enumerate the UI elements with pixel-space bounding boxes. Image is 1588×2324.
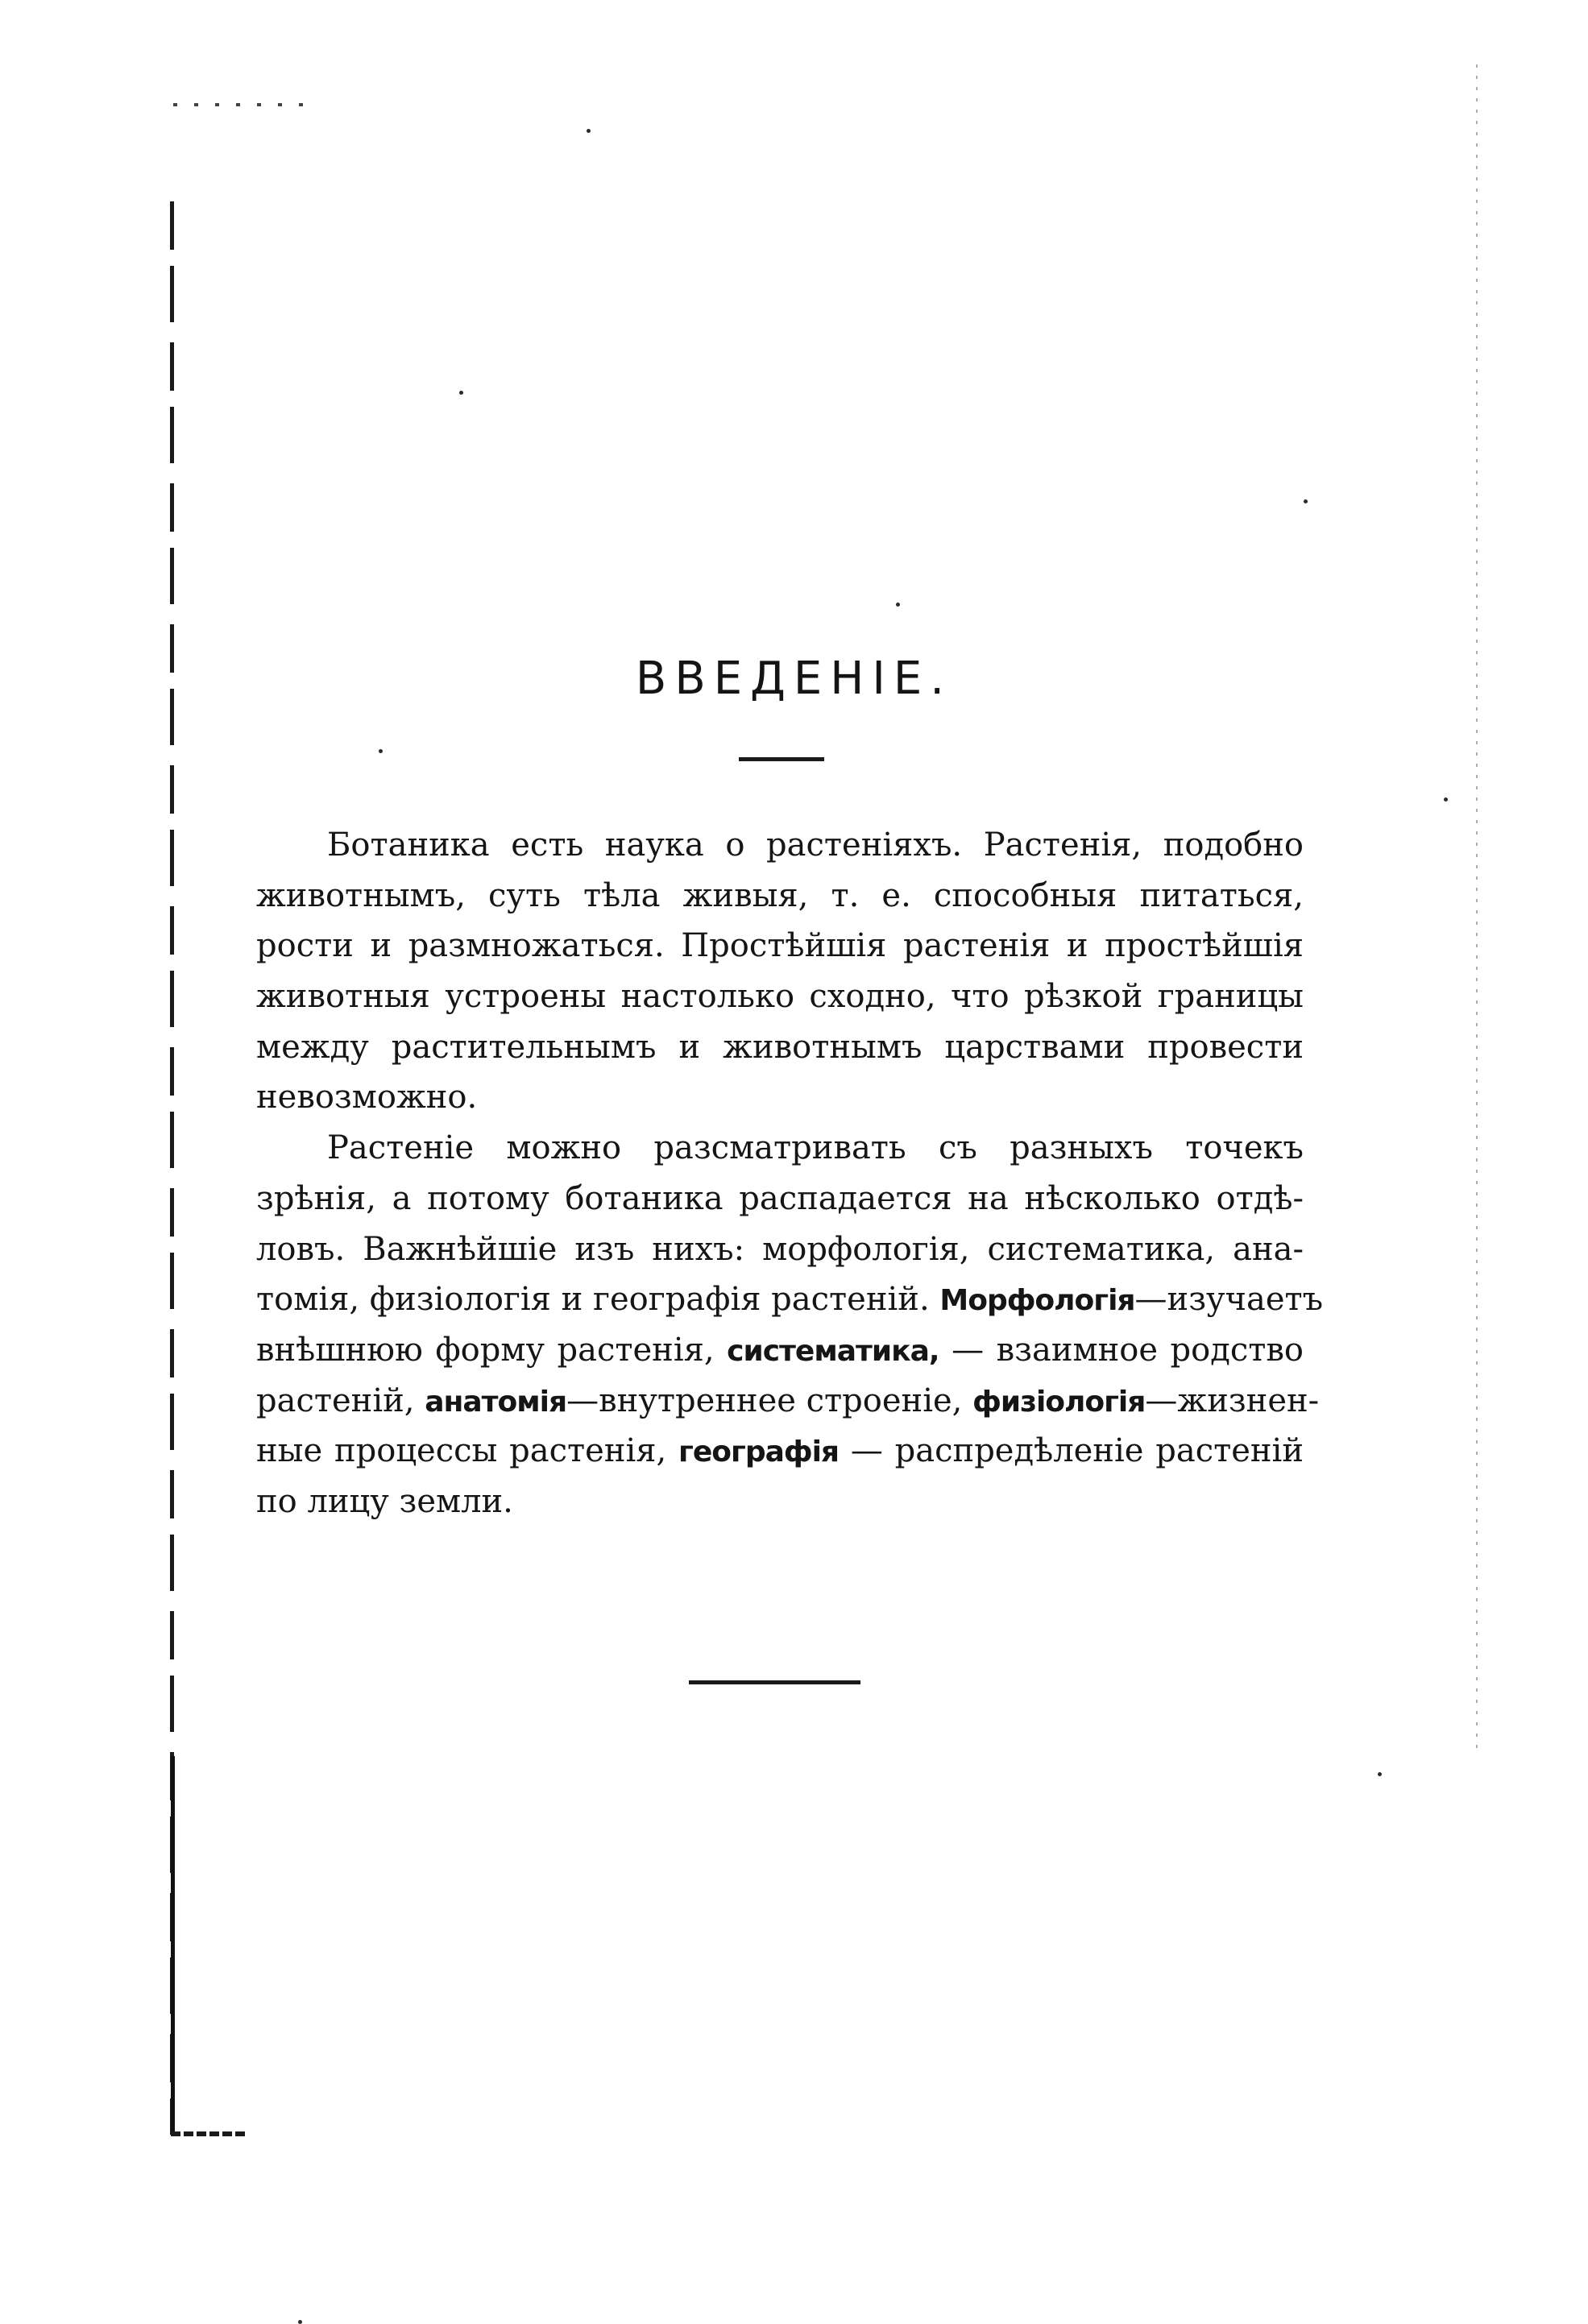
scan-right-edge (1476, 64, 1478, 1756)
text-run: томія, физіологія и географія растеній. (256, 1281, 930, 1319)
paragraph-1 (256, 820, 1304, 1123)
text-run: ные процессы растенія, (256, 1432, 667, 1470)
text-line (256, 1325, 1304, 1376)
text-line (256, 1426, 1304, 1477)
term-systematics: систематика, (727, 1334, 939, 1368)
text-line: невозможно. (256, 1079, 478, 1116)
scan-binding-edge-lower (171, 1756, 175, 2135)
scan-speck (379, 749, 383, 753)
scan-speck (298, 2320, 302, 2324)
text-run: — распредѣленіе растеній (850, 1432, 1304, 1470)
end-divider (689, 1680, 860, 1684)
term-morphology: Морфологія (939, 1284, 1135, 1318)
scan-speck (459, 391, 463, 395)
text-run: — взаимное родство (952, 1331, 1304, 1369)
text-line: животныя устроены настолько сходно, что рѣзкой границы (256, 978, 1304, 1016)
paragraph-2 (256, 1123, 1324, 1527)
title-divider (739, 757, 824, 761)
scan-speck (896, 603, 900, 607)
text-line: по лицу земли. (256, 1482, 513, 1520)
text-line: зрѣнія, а потому ботаника распадается на нѣсколько отдѣ- (256, 1179, 1304, 1217)
text-run: растеній, (256, 1382, 415, 1419)
text-run: внѣшнюю форму растенія, (256, 1331, 715, 1369)
text-line: Растеніе можно разсматривать съ разныхъ точекъ (327, 1129, 1304, 1167)
term-anatomy: анатомія (425, 1385, 567, 1419)
text-line: рости и размножаться. Простѣйшія растенія и простѣйшія (256, 927, 1304, 965)
text-run: —жизнен- (1145, 1382, 1320, 1419)
text-line: Ботаника есть наука о растеніяхъ. Растенія, подобно (327, 826, 1304, 864)
text-line (256, 1376, 1320, 1427)
scan-speck (1378, 1772, 1382, 1776)
term-geography: географія (678, 1435, 840, 1469)
text-run: —изучаетъ (1134, 1281, 1324, 1319)
text-line: между растительнымъ и животнымъ царствами провести (256, 1028, 1304, 1066)
term-physiology: физіологія (972, 1385, 1146, 1419)
body-text (256, 820, 1324, 1527)
text-line (256, 1274, 1324, 1325)
scan-top-specks (173, 103, 318, 106)
scan-speck (587, 129, 591, 133)
text-run: —внутреннее строеніе, (566, 1382, 963, 1419)
page-title: ВВЕДЕНІЕ. (635, 652, 953, 705)
scan-binding-foot (171, 2131, 247, 2136)
scan-speck (1304, 499, 1308, 503)
scan-speck (1444, 797, 1448, 802)
text-line: ловъ. Важнѣйшіе изъ нихъ: морфологія, систематика, ана- (256, 1230, 1304, 1268)
text-line: животнымъ, суть тѣла живыя, т. е. способныя питаться, (256, 876, 1304, 914)
